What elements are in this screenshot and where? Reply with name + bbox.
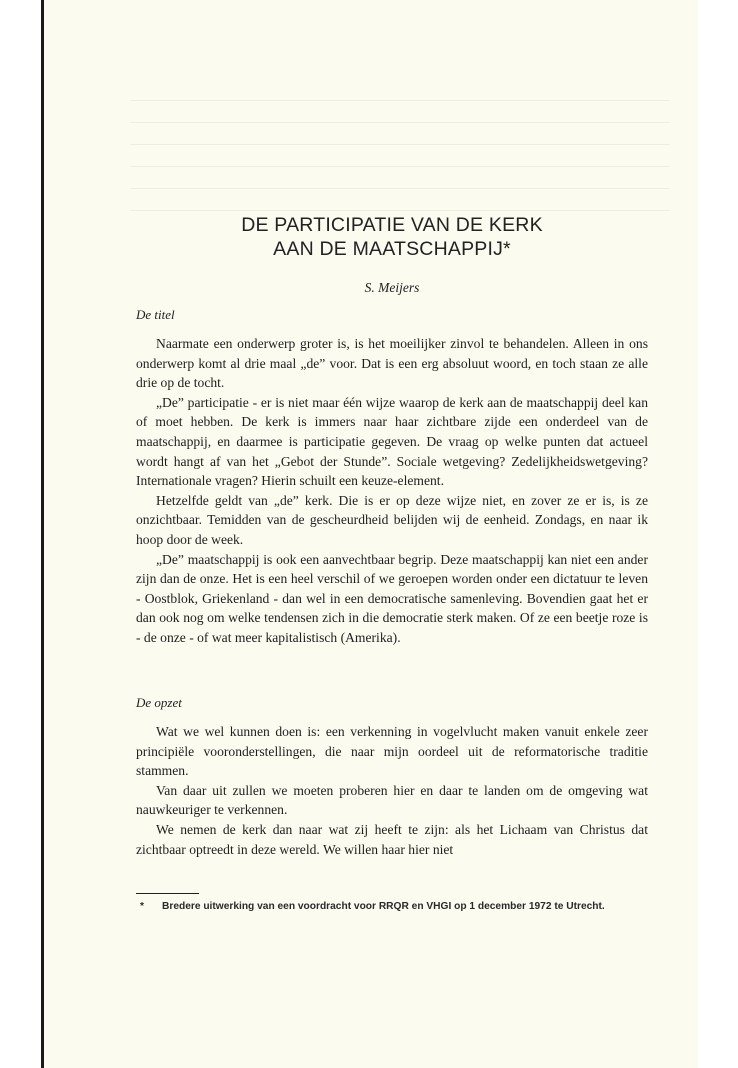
title-line-1: DE PARTICIPATIE VAN DE KERK [241,214,543,236]
section-heading-de-titel: De titel [136,307,175,322]
section-heading-de-opzet: De opzet [136,695,182,710]
footnote-text: Bredere uitwerking van een voordracht voor RRQR en VHGI op 1 december 1972 te Utrecht. [162,901,605,912]
paragraph: Van daar uit zullen we moeten proberen hier en daar te landen om de omgeving wat nauwkeuriger te verkennen. [136,782,648,818]
paragraph: Wat we wel kunnen doen is: een verkenning in vogelvlucht maken vanuit enkele zeer principiële vooronderstellingen, die naar mijn oordeel uit de reformatorische traditie stammen. [136,724,648,779]
document-page [41,0,698,1068]
paragraph: „De” maatschappij is ook een aanvechtbaar begrip. Deze maatschappij kan niet een ander zijn dan de onze. Het is een heel verschil of we geroepen worden onder een dictatuur te leven - Oostblok, Griekenland - dan wel in een democratische samenleving. Bovendien gaat het er dan ook nog om welke tendensen zich in die democratie sterk maken. Of ze een beetje roze is - de onze - of wat meer kapitalistisch (Amerika). [136,551,648,645]
footnote [136,900,648,914]
author-name: S. Meijers [364,280,420,295]
footnote-marker: * [140,901,144,912]
footnote-divider [136,893,199,894]
title-line-2: AAN DE MAATSCHAPPIJ* [273,238,511,260]
show-through-texture [130,100,670,230]
article-title [136,213,648,261]
paragraph: We nemen de kerk dan naar wat zij heeft te zijn: als het Lichaam van Christus dat zichtbaar optreedt in deze wereld. We willen haar hier niet [136,821,648,857]
paragraph: „De” participatie - er is niet maar één wijze waarop de kerk aan de maatschappij deel kan of moet hebben. De kerk is immers naar haar zichtbare zijde een onderdeel van de maatschappij, en daarmee is participatie gegeven. De vraag op welke punten dat actueel wordt hangt af van het „Gebot der Stunde”. Sociale wetgeving? Zedelijkheidswetgeving? Internationale vragen? Hierin schuilt een keuze-element. [136,394,648,489]
paragraph: Hetzelfde geldt van „de” kerk. Die is er op deze wijze niet, en zover ze er is, is ze onzichtbaar. Temidden van de gescheurdheid belijden wij de eenheid. Zondags, en naar ik hoop door de week. [136,492,648,547]
section-body-de-titel [136,334,648,648]
section-body-de-opzet [136,722,648,859]
paragraph: Naarmate een onderwerp groter is, is het moeilijker zinvol te behandelen. Alleen in ons onderwerp komt al drie maal „de” voor. Dat is een erg absoluut woord, en toch staan ze alle drie op de tocht. [136,336,648,391]
